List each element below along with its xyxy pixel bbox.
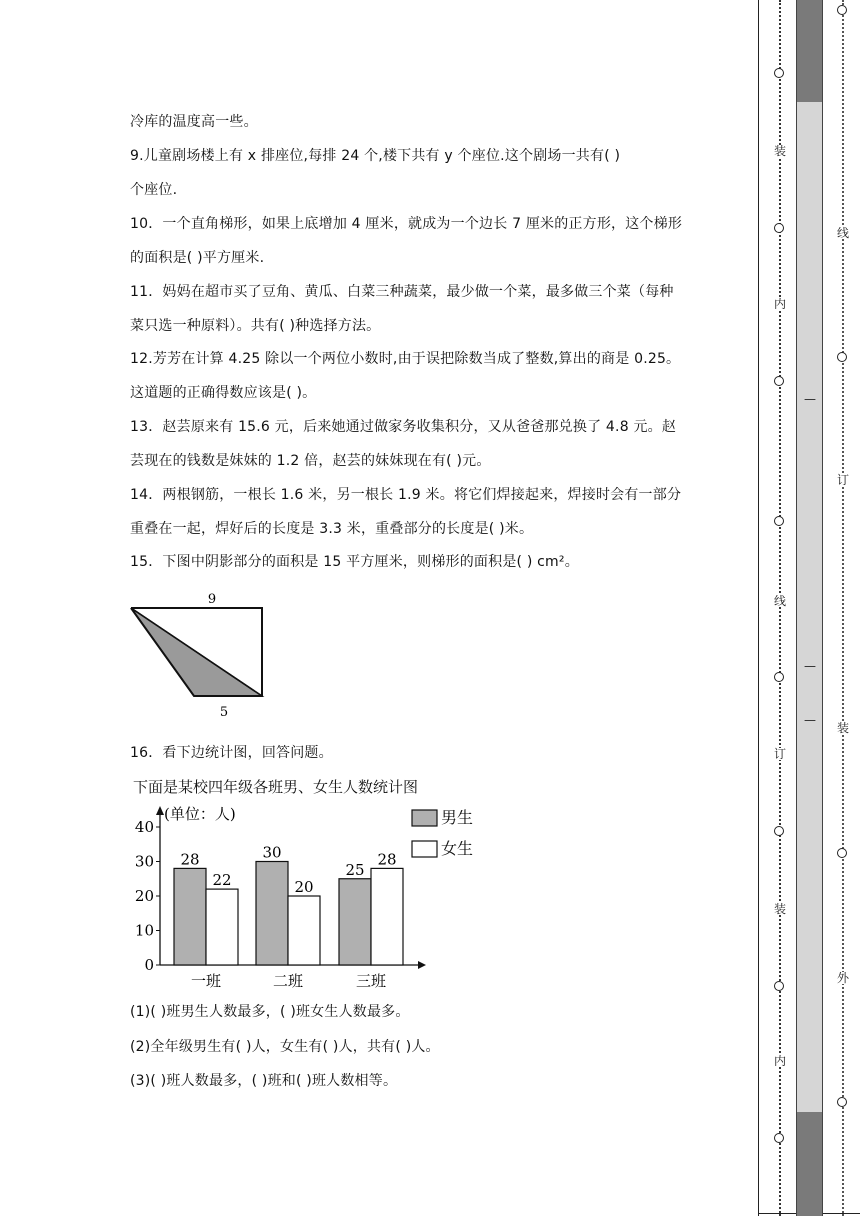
question-9-line-1: 9.儿童剧场楼上有 x 排座位,每排 24 个,楼下共有 y 个座位.这个剧场一共有( ) — [130, 148, 621, 164]
binding-hole-icon — [774, 223, 784, 233]
margin-label: 内 — [773, 297, 786, 311]
margin-border — [758, 0, 759, 1216]
binding-hole-icon — [774, 68, 784, 78]
margin-label: 线 — [773, 594, 786, 608]
bar-boys — [256, 862, 288, 966]
binding-hole-icon — [774, 826, 784, 836]
question-11-line-1: 11．妈妈在超市买了豆角、黄瓜、白菜三种蔬菜，最少做一个菜，最多做三个菜（每种 — [130, 284, 674, 300]
legend-label-girls: 女生 — [441, 839, 474, 858]
sub-question-2: (2)全年级男生有( )人，女生有( )人，共有( )人。 — [130, 1039, 440, 1055]
question-9-line-2: 个座位. — [130, 182, 178, 198]
margin-label: 内 — [773, 1054, 786, 1068]
category-label: 一班 — [190, 972, 222, 990]
binding-hole-icon — [837, 848, 847, 858]
binding-hole-icon — [774, 981, 784, 991]
margin-inner-label: 订 — [836, 473, 849, 487]
sub-question-1: (1)( )班男生人数最多，( )班女生人数最多。 — [130, 1004, 410, 1020]
question-12-line-2: 这道题的正确得数应该是( )。 — [130, 385, 317, 401]
binding-hole-icon — [774, 516, 784, 526]
margin-label: 装 — [773, 902, 786, 916]
y-tick-label: 10 — [134, 921, 154, 940]
bar-value-label: 28 — [377, 850, 397, 869]
binding-hole-icon — [774, 1133, 784, 1143]
bar-girls — [288, 896, 320, 965]
question-14-line-2: 重叠在一起，焊好后的长度是 3.3 米，重叠部分的长度是( )米。 — [130, 521, 534, 537]
legend-swatch — [412, 810, 437, 826]
margin-dash: — — [804, 713, 816, 727]
legend-label-boys: 男生 — [441, 808, 474, 827]
margin-band-dark-bottom — [796, 1112, 822, 1216]
bar-chart — [128, 798, 438, 993]
binding-hole-icon — [837, 1097, 847, 1107]
question-13-line-2: 芸现在的钱数是妹妹的 1.2 倍，赵芸的妹妹现在有( )元。 — [130, 453, 491, 469]
bar-value-label: 25 — [345, 860, 365, 879]
y-tick-label: 0 — [144, 956, 154, 974]
inner-dotted-line — [842, 0, 844, 1216]
margin-band-light — [796, 102, 822, 1112]
x-axis-arrow-icon — [418, 961, 426, 969]
binding-hole-icon — [774, 672, 784, 682]
category-label: 二班 — [272, 972, 304, 990]
question-10-line-2: 的面积是( )平方厘米. — [130, 250, 265, 266]
y-tick-label: 20 — [134, 887, 154, 905]
margin-dash: — — [804, 392, 816, 406]
outer-dotted-line — [779, 0, 781, 1216]
y-tick-label: 30 — [134, 852, 154, 871]
question-16-line: 16．看下边统计图，回答问题。 — [130, 745, 333, 761]
bar-value-label: 28 — [180, 850, 200, 869]
margin-inner-label: 线 — [836, 226, 849, 240]
band-edge-right — [822, 0, 823, 1216]
question-14-line-1: 14．两根钢筋，一根长 1.6 米，另一根长 1.9 米。将它们焊接起来，焊接时会有一部分 — [130, 487, 682, 503]
bottom-length-label: 5 — [219, 705, 229, 720]
chart-title: 下面是某校四年级各班男、女生人数统计图 — [133, 778, 419, 796]
binding-hole-icon — [837, 5, 847, 15]
trapezoid-figure — [124, 588, 274, 723]
y-axis-unit-label: (单位：人) — [164, 805, 236, 823]
question-13-line-1: 13．赵芸原来有 15.6 元，后来她通过做家务收集积分，又从爸爸那兑换了 4.8 元。赵 — [130, 419, 677, 435]
margin-inner-label: 装 — [836, 721, 849, 735]
bar-boys — [339, 879, 371, 965]
binding-hole-icon — [774, 376, 784, 386]
margin-dash: — — [804, 659, 816, 673]
question-12-line-1: 12.芳芳在计算 4.25 除以一个两位小数时,由于误把除数当成了整数,算出的商是 0.25。 — [130, 351, 681, 367]
sub-question-3: (3)( )班人数最多，( )班和( )班人数相等。 — [130, 1073, 398, 1089]
bar-value-label: 22 — [212, 871, 232, 890]
band-edge-left — [796, 0, 797, 1216]
legend-swatch — [412, 841, 437, 857]
margin-label: 订 — [773, 747, 786, 761]
question-10-line-1: 10．一个直角梯形，如果上底增加 4 厘米，就成为一个边长 7 厘米的正方形，这个梯形 — [130, 216, 683, 232]
y-tick-label: 40 — [134, 818, 154, 836]
margin-inner-label: 外 — [836, 971, 849, 985]
margin-label: 装 — [773, 144, 786, 158]
y-axis-arrow-icon — [156, 806, 164, 815]
category-label: 三班 — [355, 972, 387, 990]
margin-band-dark-top — [796, 0, 822, 102]
question-11-line-2: 菜只选一种原料）。共有( )种选择方法。 — [130, 318, 381, 334]
binding-hole-icon — [837, 352, 847, 362]
bar-girls — [206, 889, 238, 965]
top-length-label: 9 — [207, 592, 217, 607]
bar-value-label: 30 — [262, 843, 282, 862]
question-15-line: 15．下图中阴影部分的面积是 15 平方厘米，则梯形的面积是( ) cm²。 — [130, 554, 579, 570]
bar-value-label: 20 — [294, 878, 314, 896]
bar-boys — [174, 868, 206, 965]
bar-girls — [371, 868, 403, 965]
text-line: 冷库的温度高一些。 — [130, 114, 258, 130]
